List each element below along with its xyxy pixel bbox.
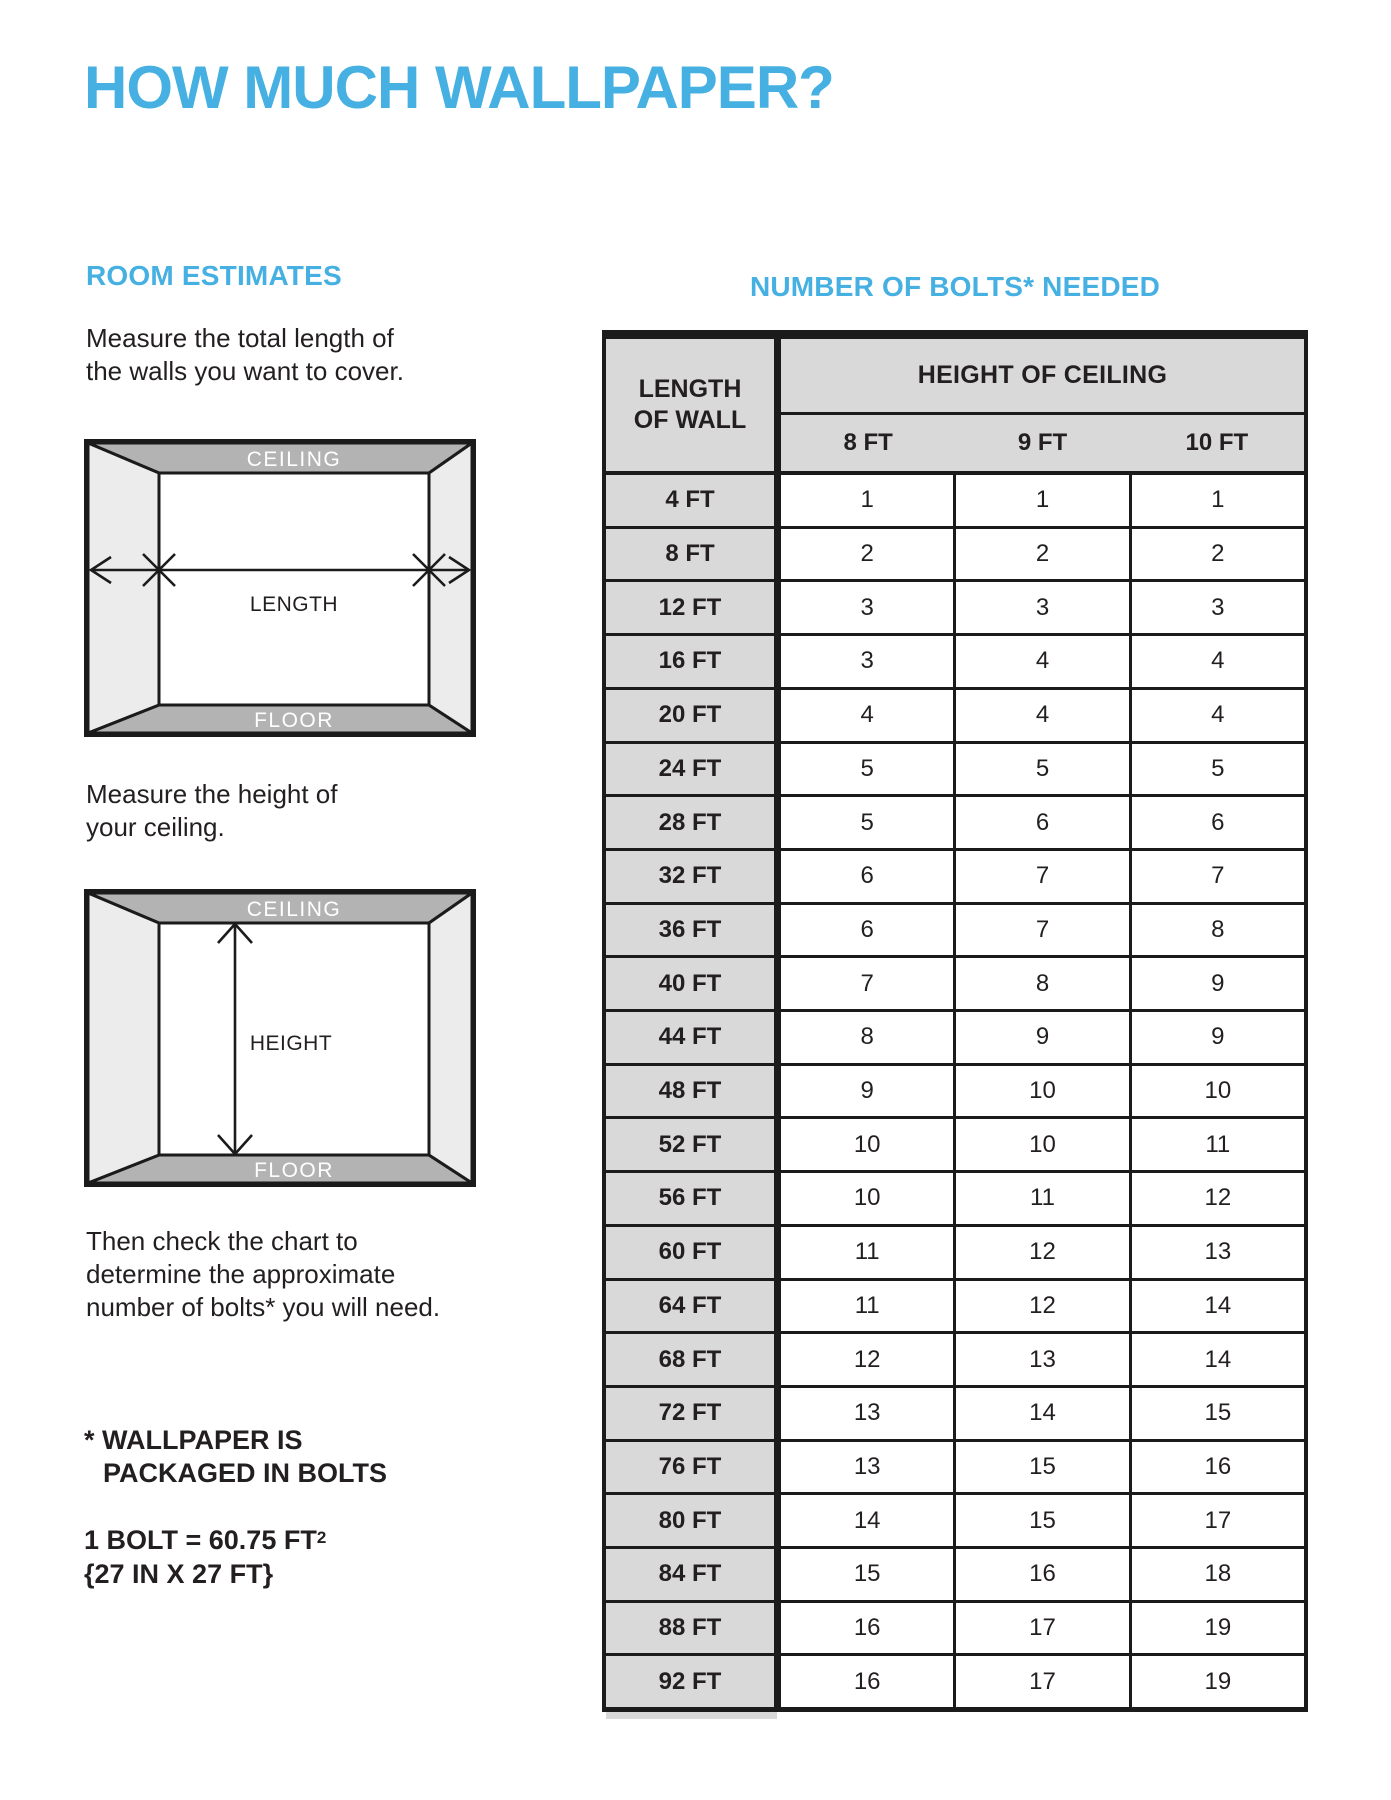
bolts-table (602, 330, 1308, 1712)
row-value: 7 (860, 969, 874, 997)
row-value: 12 (1129, 1173, 1304, 1224)
row-value: 11 (854, 1291, 880, 1319)
row-value: 4 (953, 690, 1128, 741)
row-length-label: 84 FT (606, 1549, 781, 1600)
footnote-line: PACKAGED IN BOLTS (103, 1458, 388, 1488)
row-length-label: 76 FT (606, 1442, 781, 1493)
row-value: 3 (1129, 582, 1304, 633)
table-row (606, 741, 1304, 795)
row-value: 16 (1129, 1442, 1304, 1493)
length-of-wall-line: LENGTH (638, 375, 742, 403)
row-value: 1 (953, 475, 1128, 526)
row-value: 6 (1129, 797, 1304, 848)
table-row (606, 955, 1304, 1009)
row-value: 15 (953, 1442, 1128, 1493)
row-value: 7 (1129, 851, 1304, 902)
row-length-label: 92 FT (606, 1656, 781, 1707)
left-wall-face (88, 443, 159, 733)
squared-superscript: 2 (316, 1528, 327, 1547)
row-value: 2 (860, 540, 874, 568)
row-value: 4 (953, 636, 1128, 687)
table-row (606, 1385, 1304, 1439)
row-length-label: 8 FT (606, 529, 781, 580)
instruction-step-3 (86, 1225, 440, 1324)
instruction-line: Measure the height of (86, 779, 338, 809)
bolt-size-text: 1 BOLT = 60.75 FT (84, 1525, 317, 1555)
row-value: 10 (953, 1119, 1128, 1170)
table-row (606, 1546, 1304, 1600)
row-value: 10 (853, 1184, 881, 1212)
back-wall-face (159, 473, 429, 705)
table-row (606, 902, 1304, 956)
row-length-label: 72 FT (606, 1388, 781, 1439)
bolts-table-heading: NUMBER OF BOLTS* NEEDED (749, 271, 1161, 302)
row-value: 6 (860, 915, 874, 943)
row-value: 14 (953, 1388, 1128, 1439)
table-row (606, 475, 1304, 526)
ceiling-label: CEILING (246, 898, 342, 921)
row-length-label: 4 FT (606, 475, 781, 526)
row-value: 14 (853, 1506, 881, 1534)
wallpaper-footnote (84, 1424, 387, 1490)
row-value: 16 (853, 1614, 881, 1642)
row-length-label: 32 FT (606, 851, 781, 902)
row-length-label: 52 FT (606, 1119, 781, 1170)
table-body (606, 475, 1304, 1707)
table-row (606, 1492, 1304, 1546)
room-height-diagram (84, 889, 476, 1187)
table-row (606, 526, 1304, 580)
bolt-dimensions-line: {27 IN X 27 FT} (84, 1559, 274, 1589)
ceiling-label: CEILING (246, 448, 342, 471)
row-value: 17 (953, 1656, 1128, 1707)
row-value: 10 (853, 1130, 881, 1158)
right-wall-face (429, 443, 472, 733)
bolt-definition (84, 1521, 326, 1591)
row-value: 3 (953, 582, 1128, 633)
row-value: 2 (953, 529, 1128, 580)
row-value: 14 (1129, 1281, 1304, 1332)
footnote-line: * WALLPAPER IS (84, 1425, 303, 1455)
row-value: 12 (953, 1227, 1128, 1278)
row-value: 2 (1129, 529, 1304, 580)
table-row (606, 1224, 1304, 1278)
floor-label: FLOOR (254, 709, 334, 732)
row-length-label: 56 FT (606, 1173, 781, 1224)
row-length-label: 48 FT (606, 1066, 781, 1117)
instruction-line: Measure the total length of (86, 323, 394, 353)
row-length-label: 88 FT (606, 1603, 781, 1654)
row-value: 3 (860, 593, 874, 621)
table-row (606, 1170, 1304, 1224)
row-value: 5 (860, 808, 874, 836)
length-of-wall-line: OF WALL (633, 406, 747, 434)
table-row (606, 794, 1304, 848)
row-value: 8 (1129, 905, 1304, 956)
height-of-ceiling-header: HEIGHT OF CEILING (781, 339, 1304, 415)
row-value: 15 (853, 1560, 881, 1588)
floor-label: FLOOR (254, 1159, 334, 1182)
row-value: 14 (1129, 1334, 1304, 1385)
row-value: 3 (860, 647, 874, 675)
column-header-9ft: 9 FT (1017, 429, 1068, 456)
row-value: 15 (1129, 1388, 1304, 1439)
table-row (606, 1116, 1304, 1170)
row-value: 7 (953, 851, 1128, 902)
ceiling-height-columns (781, 415, 1304, 471)
row-value: 19 (1129, 1656, 1304, 1707)
row-length-label: 64 FT (606, 1281, 781, 1332)
row-length-label: 60 FT (606, 1227, 781, 1278)
row-value: 15 (953, 1495, 1128, 1546)
row-value: 6 (953, 797, 1128, 848)
table-footer-gray-tab (606, 1712, 777, 1719)
row-length-label: 20 FT (606, 690, 781, 741)
row-value: 19 (1129, 1603, 1304, 1654)
row-value: 9 (860, 1077, 874, 1105)
instruction-line: your ceiling. (86, 812, 225, 842)
length-of-wall-header (606, 339, 781, 471)
height-label: HEIGHT (249, 1032, 333, 1055)
instruction-line: determine the approximate (86, 1259, 396, 1289)
right-wall-face (429, 893, 472, 1183)
row-value: 11 (953, 1173, 1128, 1224)
row-value: 12 (853, 1345, 881, 1373)
row-value: 10 (953, 1066, 1128, 1117)
row-value: 13 (953, 1334, 1128, 1385)
row-value: 5 (1129, 744, 1304, 795)
table-row (606, 1009, 1304, 1063)
table-row (606, 1331, 1304, 1385)
row-value: 17 (953, 1603, 1128, 1654)
row-value: 1 (1129, 475, 1304, 526)
row-value: 16 (953, 1549, 1128, 1600)
row-length-label: 36 FT (606, 905, 781, 956)
row-length-label: 24 FT (606, 744, 781, 795)
row-value: 11 (854, 1238, 880, 1266)
column-header-10ft: 10 FT (1185, 429, 1249, 456)
row-value: 11 (1129, 1119, 1304, 1170)
row-value: 4 (1129, 636, 1304, 687)
row-value: 6 (860, 862, 874, 890)
row-value: 8 (953, 958, 1128, 1009)
row-value: 4 (1129, 690, 1304, 741)
table-header (606, 339, 1304, 475)
row-value: 9 (953, 1012, 1128, 1063)
length-label: LENGTH (249, 593, 339, 616)
row-value: 7 (953, 905, 1128, 956)
row-length-label: 12 FT (606, 582, 781, 633)
row-value: 13 (853, 1453, 881, 1480)
table-row (606, 687, 1304, 741)
row-length-label: 40 FT (606, 958, 781, 1009)
room-estimates-heading: ROOM ESTIMATES (86, 260, 342, 291)
instruction-line: the walls you want to cover. (86, 356, 404, 386)
row-length-label: 80 FT (606, 1495, 781, 1546)
row-length-label: 16 FT (606, 636, 781, 687)
table-row (606, 579, 1304, 633)
table-row (606, 1653, 1304, 1707)
row-length-label: 68 FT (606, 1334, 781, 1385)
table-row (606, 1439, 1304, 1493)
row-value: 10 (1129, 1066, 1304, 1117)
room-length-diagram (84, 439, 476, 737)
row-value: 5 (953, 744, 1128, 795)
row-value: 9 (1129, 958, 1304, 1009)
page-title: HOW MUCH WALLPAPER? (84, 54, 834, 121)
row-length-label: 44 FT (606, 1012, 781, 1063)
table-row (606, 1278, 1304, 1332)
instruction-step-2 (86, 778, 338, 844)
row-value: 9 (1129, 1012, 1304, 1063)
row-value: 12 (953, 1281, 1128, 1332)
table-row (606, 1600, 1304, 1654)
row-value: 17 (1129, 1495, 1304, 1546)
instruction-line: number of bolts* you will need. (86, 1292, 441, 1322)
table-row (606, 633, 1304, 687)
row-value: 13 (1129, 1227, 1304, 1278)
table-row (606, 848, 1304, 902)
row-value: 8 (860, 1023, 874, 1051)
ceiling-height-header-group (781, 339, 1304, 471)
row-value: 5 (860, 754, 874, 782)
instruction-line: Then check the chart to (86, 1226, 358, 1256)
row-value: 16 (853, 1667, 881, 1695)
row-length-label: 28 FT (606, 797, 781, 848)
table-row (606, 1063, 1304, 1117)
row-value: 1 (860, 486, 874, 514)
left-wall-face (88, 893, 159, 1183)
row-value: 4 (860, 701, 874, 729)
column-header-8ft: 8 FT (843, 429, 893, 456)
row-value: 18 (1129, 1549, 1304, 1600)
row-value: 13 (853, 1399, 881, 1427)
instruction-step-1 (86, 322, 404, 388)
bolt-size-line (84, 1521, 326, 1557)
